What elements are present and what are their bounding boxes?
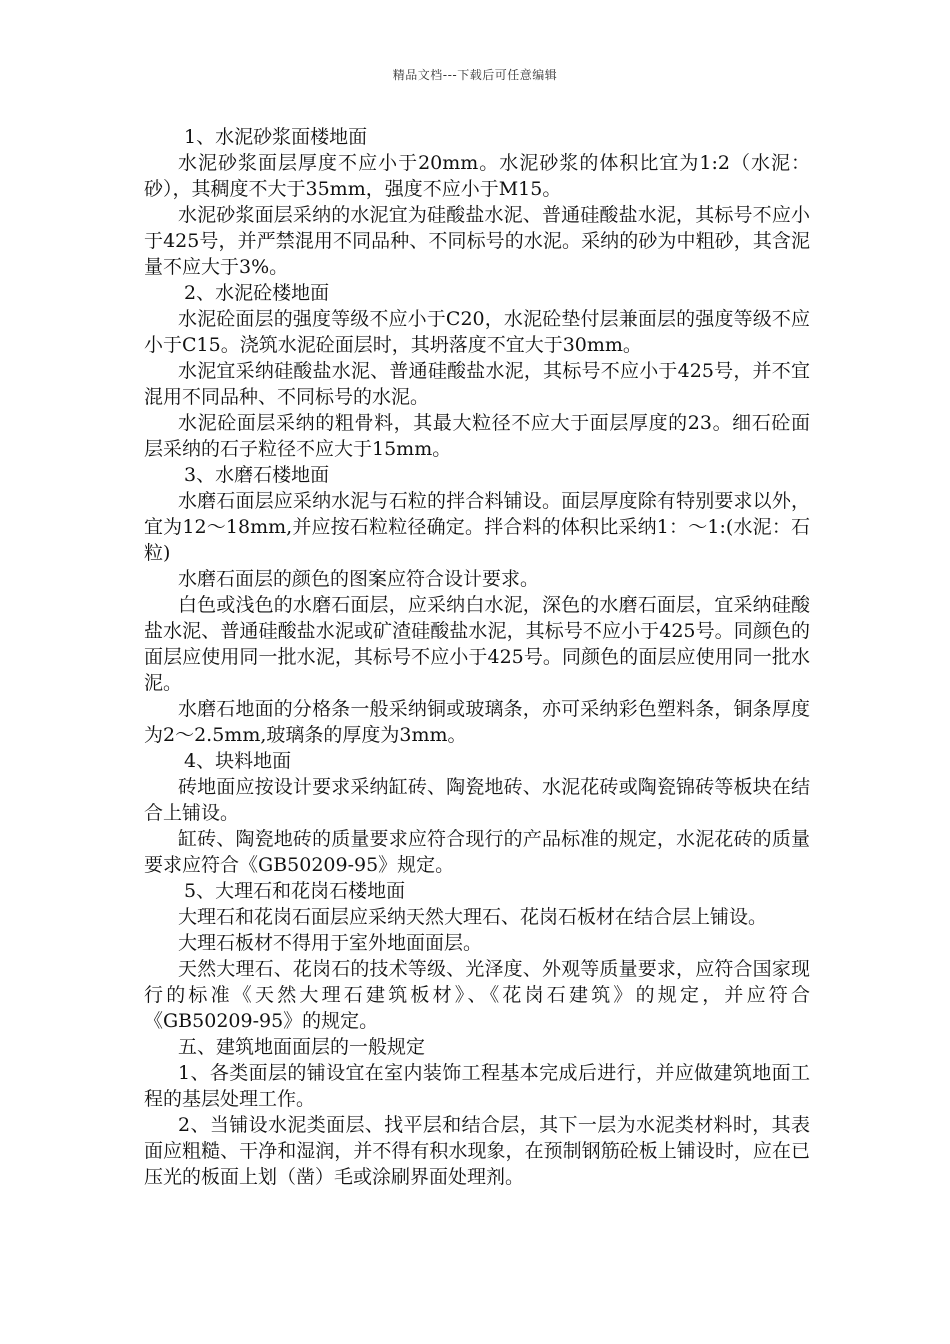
paragraph: 大理石和花岗石面层应采纳天然大理石、花岗石板材在结合层上铺设。 <box>178 906 768 928</box>
paragraph: 水泥砼面层采纳的粗骨料，其最大粒径不应大于面层厚度的23。细石砼面层采纳的石子粒径不应大于15mm。 <box>144 412 810 460</box>
chapter-heading: 五、建筑地面面层的一般规定 <box>178 1036 426 1058</box>
paragraph: 水磨石面层应采纳水泥与石粒的拌合料铺设。面层厚度除有特别要求以外，宜为12～18mm,并应按石粒粒径确定。拌合料的体积比采纳1：～1:(水泥：石粒) <box>144 490 810 564</box>
paragraph: 缸砖、陶瓷地砖的质量要求应符合现行的产品标准的规定，水泥花砖的质量要求应符合《GB50209-95》规定。 <box>144 828 810 876</box>
paragraph: 天然大理石、花岗石的技术等级、光泽度、外观等质量要求，应符合国家现行的标准《天然大理石建筑板材》、《花岗石建筑》的规定，并应符合《GB50209-95》的规定。 <box>144 958 810 1032</box>
paragraph: 1、各类面层的铺设宜在室内装饰工程基本完成后进行，并应做建筑地面工程的基层处理工作。 <box>144 1062 810 1110</box>
section-heading: 1、水泥砂浆面楼地面 <box>184 126 368 148</box>
page-header: 精品文档---下载后可任意编辑 <box>392 68 558 82</box>
section-heading: 4、块料地面 <box>184 750 292 772</box>
paragraph: 水泥宜采纳硅酸盐水泥、普通硅酸盐水泥，其标号不应小于425号，并不宜混用不同品种、不同标号的水泥。 <box>144 360 810 408</box>
paragraph: 水磨石面层的颜色的图案应符合设计要求。 <box>178 568 540 590</box>
section-heading: 2、水泥砼楼地面 <box>184 282 330 304</box>
paragraph: 砖地面应按设计要求采纳缸砖、陶瓷地砖、水泥花砖或陶瓷锦砖等板块在结合上铺设。 <box>144 776 810 824</box>
paragraph: 水泥砼面层的强度等级不应小于C20，水泥砼垫付层兼面层的强度等级不应小于C15。浇筑水泥砼面层时，其坍落度不宜大于30mm。 <box>144 308 810 356</box>
paragraph: 大理石板材不得用于室外地面面层。 <box>178 932 483 954</box>
paragraph: 水磨石地面的分格条一般采纳铜或玻璃条，亦可采纳彩色塑料条，铜条厚度为2～2.5mm,玻璃条的厚度为3mm。 <box>144 698 810 746</box>
paragraph: 2、当铺设水泥类面层、找平层和结合层，其下一层为水泥类材料时，其表面应粗糙、干净和湿润，并不得有积水现象，在预制钢筋砼板上铺设时，应在已压光的板面上划（凿）毛或涂刷界面处理剂。 <box>144 1114 810 1188</box>
section-heading: 3、水磨石楼地面 <box>184 464 330 486</box>
document-body <box>144 124 810 1190</box>
paragraph: 水泥砂浆面层采纳的水泥宜为硅酸盐水泥、普通硅酸盐水泥，其标号不应小于425号，并严禁混用不同品种、不同标号的水泥。采纳的砂为中粗砂，其含泥量不应大于3%。 <box>144 204 810 278</box>
paragraph: 白色或浅色的水磨石面层，应采纳白水泥，深色的水磨石面层，宜采纳硅酸盐水泥、普通硅酸盐水泥或矿渣硅酸盐水泥，其标号不应小于425号。同颜色的面层应使用同一批水泥，其标号不应小于425号。同颜色的面层应使用同一批水泥。 <box>144 594 810 694</box>
section-heading: 5、大理石和花岗石楼地面 <box>184 880 406 902</box>
paragraph: 水泥砂浆面层厚度不应小于20mm。水泥砂浆的体积比宜为1:2（水泥：砂），其稠度不大于35mm，强度不应小于M15。 <box>144 152 810 200</box>
